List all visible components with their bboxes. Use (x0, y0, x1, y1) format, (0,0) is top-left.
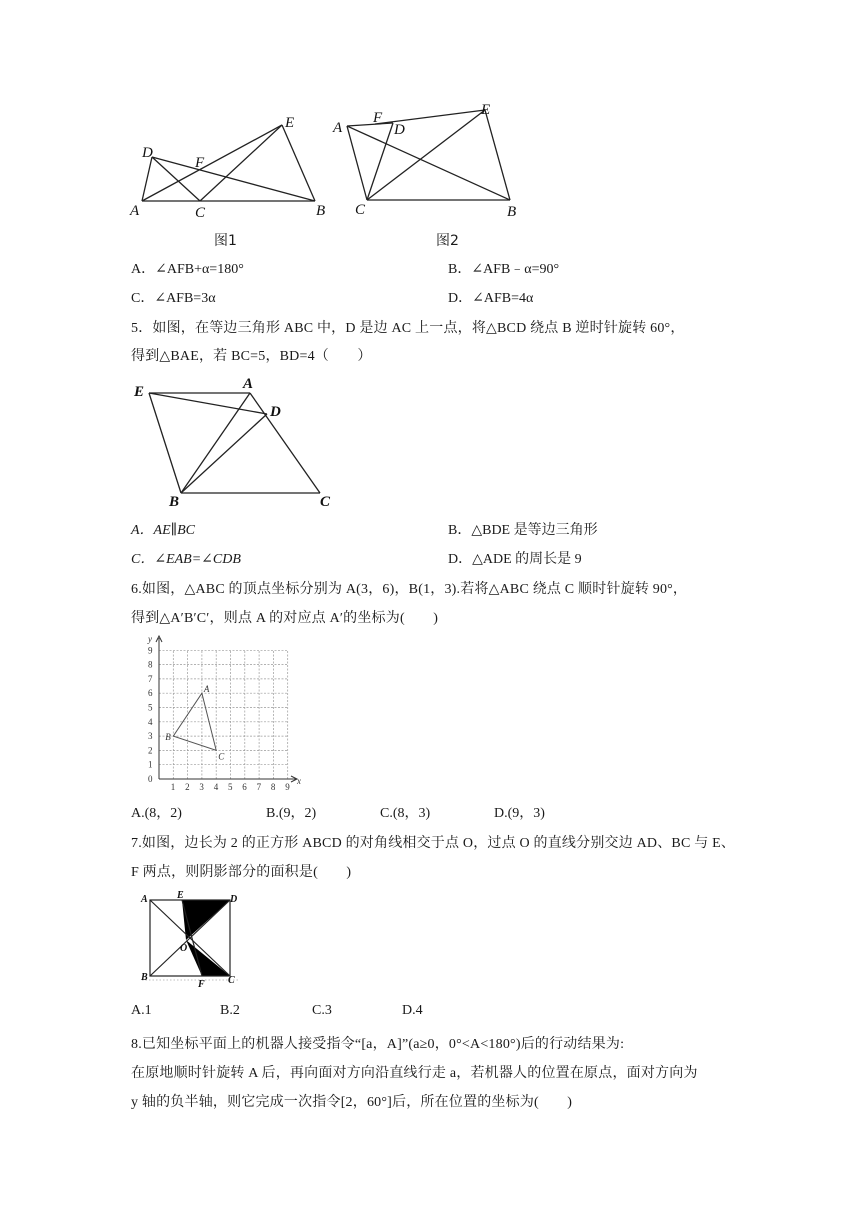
q6-x-tick-label: 4 (213, 782, 219, 792)
q7-label-f: F (198, 979, 205, 990)
q4-fig2-caption: 图2 (436, 233, 459, 249)
q4-fig1-label-f: F (195, 155, 205, 171)
q6-y-tick-label: 3 (148, 731, 153, 742)
q4-figure-2 (325, 98, 540, 223)
q7-label-a: A (141, 894, 148, 905)
q5-label-e: E (134, 384, 145, 400)
q4-fig1-caption: 图1 (214, 233, 237, 249)
q6-x-tick-label: 5 (228, 782, 233, 792)
q6-coordinate-figure (140, 632, 310, 792)
q6-point-c-label: C (218, 751, 225, 762)
q7-stem-line-2: F 两点，则阴影部分的面积是( ) (131, 865, 352, 880)
q7-label-o: O (180, 943, 188, 954)
q6-y-tick-label: 9 (148, 645, 153, 656)
q4-fig1-label-c: C (195, 205, 206, 221)
q7-option-d[interactable]: D.4 (402, 1003, 423, 1018)
q8-stem-line-1: 8.已知坐标平面上的机器人接受指令“[a，A]”(a≥0，0°<A<180°)后的行动结果为: (131, 1037, 625, 1052)
q7-label-d: D (230, 894, 238, 905)
q4-fig2-label-c: C (355, 202, 366, 218)
q5-label-c: C (320, 494, 331, 510)
q6-y-axis-label: y (148, 634, 152, 644)
q7-option-b[interactable]: B.2 (220, 1003, 240, 1018)
q7-label-e: E (177, 890, 184, 901)
q6-y-tick-label: 1 (148, 759, 153, 770)
q7-label-c: C (228, 975, 235, 986)
q4-fig2-label-f: F (373, 110, 383, 126)
q7-stem-line-1: 7.如图，边长为 2 的正方形 ABCD 的对角线相交于点 O，过点 O 的直线分别交边 AD、BC 与 E、 (131, 836, 736, 851)
q8-stem-line-3: y 轴的负半轴，则它完成一次指令[2，60°]后，所在位置的坐标为( ) (131, 1095, 573, 1110)
q6-x-tick-label: 8 (270, 782, 276, 792)
q6-y-tick-label: 4 (148, 716, 153, 727)
q4-option-d[interactable]: D．∠AFB=4α (448, 291, 534, 306)
q5-stem-line-2: 得到△BAE，若 BC=5，BD=4（ ） (131, 349, 372, 364)
q4-option-b[interactable]: B．∠AFB﹣α=90° (448, 262, 560, 277)
q6-option-b[interactable]: B.(9，2) (266, 806, 317, 821)
q6-x-tick-label: 2 (185, 782, 190, 792)
q5-label-d: D (270, 404, 281, 420)
q6-option-c[interactable]: C.(8，3) (380, 806, 431, 821)
q4-fig1-label-d: D (142, 145, 153, 161)
q7-label-b: B (141, 972, 148, 983)
q6-x-tick-label: 6 (242, 782, 247, 792)
q6-point-b-label: B (165, 732, 171, 743)
q6-x-tick-label: 3 (199, 782, 204, 792)
q4-fig1-label-e: E (285, 115, 295, 131)
q7-square-figure (138, 888, 248, 990)
q6-x-tick-label: 7 (256, 782, 262, 792)
q6-y-tick-label: 6 (148, 688, 153, 699)
q6-y-tick-label: 2 (148, 745, 153, 756)
q4-option-c[interactable]: C．∠AFB=3α (131, 291, 216, 306)
q6-origin-label: 0 (148, 774, 153, 784)
q6-option-d[interactable]: D.(9，3) (494, 806, 545, 821)
q6-y-tick-label: 7 (148, 673, 153, 684)
q5-stem-line-1: 5．如图，在等边三角形 ABC 中，D 是边 AC 上一点，将△BCD 绕点 B 逆时针旋转 60°， (131, 321, 685, 336)
q4-figure-1 (120, 105, 335, 225)
q4-fig1-label-a: A (130, 203, 140, 219)
q4-option-a[interactable]: A．∠AFB+α=180° (131, 262, 244, 277)
q7-option-a[interactable]: A.1 (131, 1003, 152, 1018)
q6-point-a-label: A (203, 684, 210, 695)
q6-stem-line-2: 得到△A′B′C′，则点 A 的对应点 A′的坐标为( ) (131, 611, 439, 626)
q5-option-d[interactable]: D．△ADE 的周长是 9 (448, 552, 582, 567)
q4-fig2-label-b: B (507, 204, 517, 220)
q5-figure (125, 372, 350, 512)
q6-y-tick-label: 8 (148, 659, 153, 670)
q5-label-a: A (243, 376, 254, 392)
q5-option-b[interactable]: B．△BDE 是等边三角形 (448, 523, 598, 538)
q6-x-tick-label: 1 (170, 782, 176, 792)
q7-option-c[interactable]: C.3 (312, 1003, 332, 1018)
q5-option-c[interactable]: C．∠EAB=∠CDB (131, 552, 241, 567)
q6-x-tick-label: 9 (285, 782, 290, 792)
q4-fig2-label-a: A (333, 120, 343, 136)
q5-label-b: B (169, 494, 180, 510)
q6-option-a[interactable]: A.(8，2) (131, 806, 182, 821)
q6-stem-line-1: 6.如图，△ABC 的顶点坐标分别为 A(3，6)，B(1，3).若将△ABC 绕点 C 顺时针旋转 90°， (131, 582, 688, 597)
q8-stem-line-2: 在原地顺时针旋转 A 后，再向面对方向沿直线行走 a，若机器人的位置在原点，面对方向为 (131, 1066, 698, 1081)
q6-y-tick-label: 5 (148, 702, 153, 713)
q4-fig1-label-b: B (316, 203, 326, 219)
q6-x-axis-label: x (297, 776, 301, 786)
q5-option-a[interactable]: A．AE∥BC (131, 523, 196, 538)
q4-fig2-label-e: E (481, 102, 491, 118)
q4-fig2-label-d: D (394, 122, 405, 138)
